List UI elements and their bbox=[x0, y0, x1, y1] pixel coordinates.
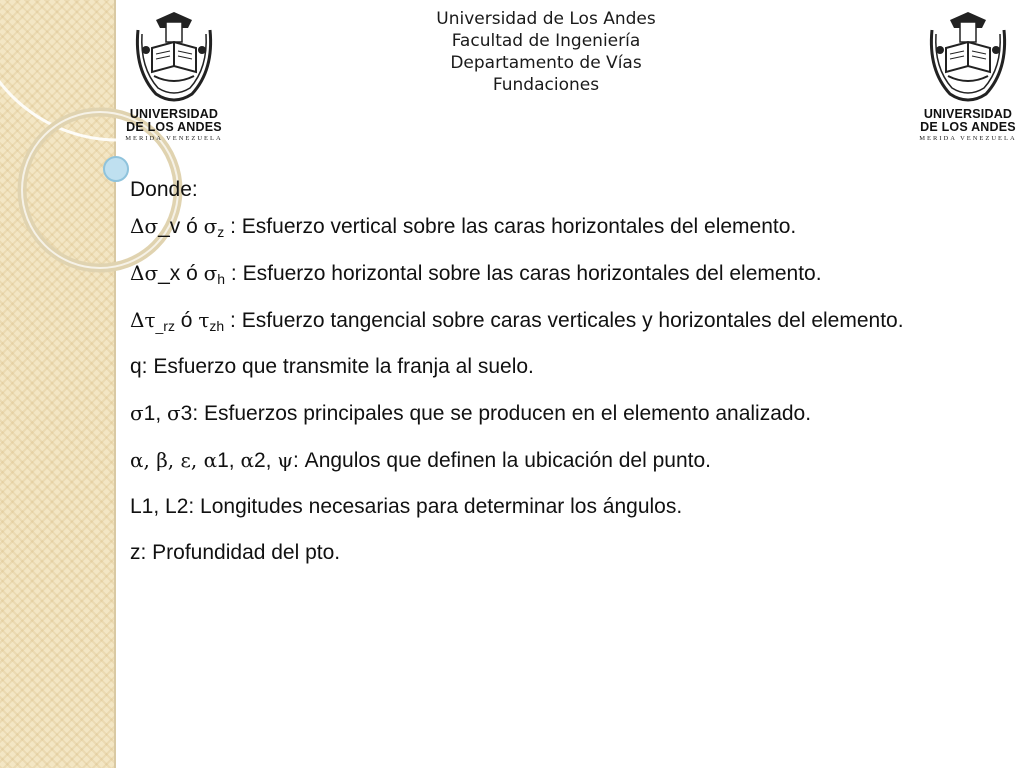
university-logo-left bbox=[124, 10, 224, 150]
logo-subtitle: MERIDA VENEZUELA bbox=[919, 135, 1017, 142]
header-department: Departamento de Vías bbox=[450, 53, 642, 73]
subscript: z bbox=[217, 224, 225, 240]
university-logo-right bbox=[918, 10, 1018, 150]
definition-text: : Esfuerzo horizontal sobre las caras horizontales del elemento. bbox=[225, 262, 822, 285]
delta-sigma-symbol: Δσ bbox=[130, 214, 159, 238]
alpha-symbol: α bbox=[240, 448, 254, 472]
definition-depth: z: Profundidad del pto. bbox=[130, 541, 341, 564]
subscript: h bbox=[217, 271, 226, 287]
university-seal-icon bbox=[920, 10, 1016, 108]
definition-text: 1, bbox=[143, 402, 168, 425]
definition-text: _v ó bbox=[158, 215, 204, 238]
definition-shear-stress bbox=[130, 308, 1014, 333]
header-course: Fundaciones bbox=[492, 75, 600, 95]
tau-symbol: τ bbox=[198, 308, 210, 332]
sigma-symbol: σ bbox=[130, 401, 144, 425]
definition-angles bbox=[130, 448, 1014, 473]
definition-text: : Angulos que definen la ubicación del punto. bbox=[293, 449, 711, 472]
header-university: Universidad de Los Andes bbox=[436, 9, 656, 29]
logo-name-line1: UNIVERSIDAD bbox=[129, 107, 219, 121]
sigma-symbol: σ bbox=[203, 261, 218, 285]
university-seal-icon bbox=[126, 10, 222, 108]
definition-lengths: L1, L2: Longitudes necesarias para determinar los ángulos. bbox=[130, 495, 683, 518]
logo-name-line2: DE LOS ANDES bbox=[126, 120, 222, 134]
sigma-symbol: σ bbox=[167, 401, 181, 425]
sigma-symbol: σ bbox=[203, 214, 218, 238]
logo-name-line1: UNIVERSIDAD bbox=[923, 107, 1013, 121]
subscript: zh bbox=[209, 318, 225, 334]
logo-name-line2: DE LOS ANDES bbox=[920, 120, 1016, 134]
subscript: _rz bbox=[155, 318, 175, 334]
logo-subtitle: MERIDA VENEZUELA bbox=[125, 135, 223, 142]
delta-sigma-symbol: Δσ bbox=[130, 261, 159, 285]
header-faculty: Facultad de Ingeniería bbox=[451, 31, 641, 51]
slide-body bbox=[130, 178, 1014, 587]
definition-vertical-stress bbox=[130, 214, 1014, 239]
psi-symbol: ψ bbox=[277, 448, 294, 472]
decorative-dot bbox=[104, 157, 128, 181]
definition-text: _x ó bbox=[158, 262, 204, 285]
definition-horizontal-stress bbox=[130, 261, 1014, 286]
definition-text: 1, bbox=[217, 449, 241, 472]
definition-text: 3: Esfuerzos principales que se producen en el elemento analizado. bbox=[180, 402, 812, 425]
definition-q: q: Esfuerzo que transmite la franja al suelo. bbox=[130, 355, 534, 378]
slide-header bbox=[300, 8, 792, 96]
definition-text: 2, bbox=[253, 449, 278, 472]
intro-text: Donde: bbox=[130, 178, 198, 201]
definition-text: : Esfuerzo tangencial sobre caras verticales y horizontales del elemento. bbox=[224, 309, 904, 332]
greek-symbols: α, β, ε, α bbox=[130, 448, 218, 472]
definition-principal-stresses bbox=[130, 401, 1014, 426]
definition-text: ó bbox=[174, 309, 199, 332]
definition-text: : Esfuerzo vertical sobre las caras horizontales del elemento. bbox=[224, 215, 797, 238]
delta-tau-symbol: Δτ bbox=[130, 308, 156, 332]
